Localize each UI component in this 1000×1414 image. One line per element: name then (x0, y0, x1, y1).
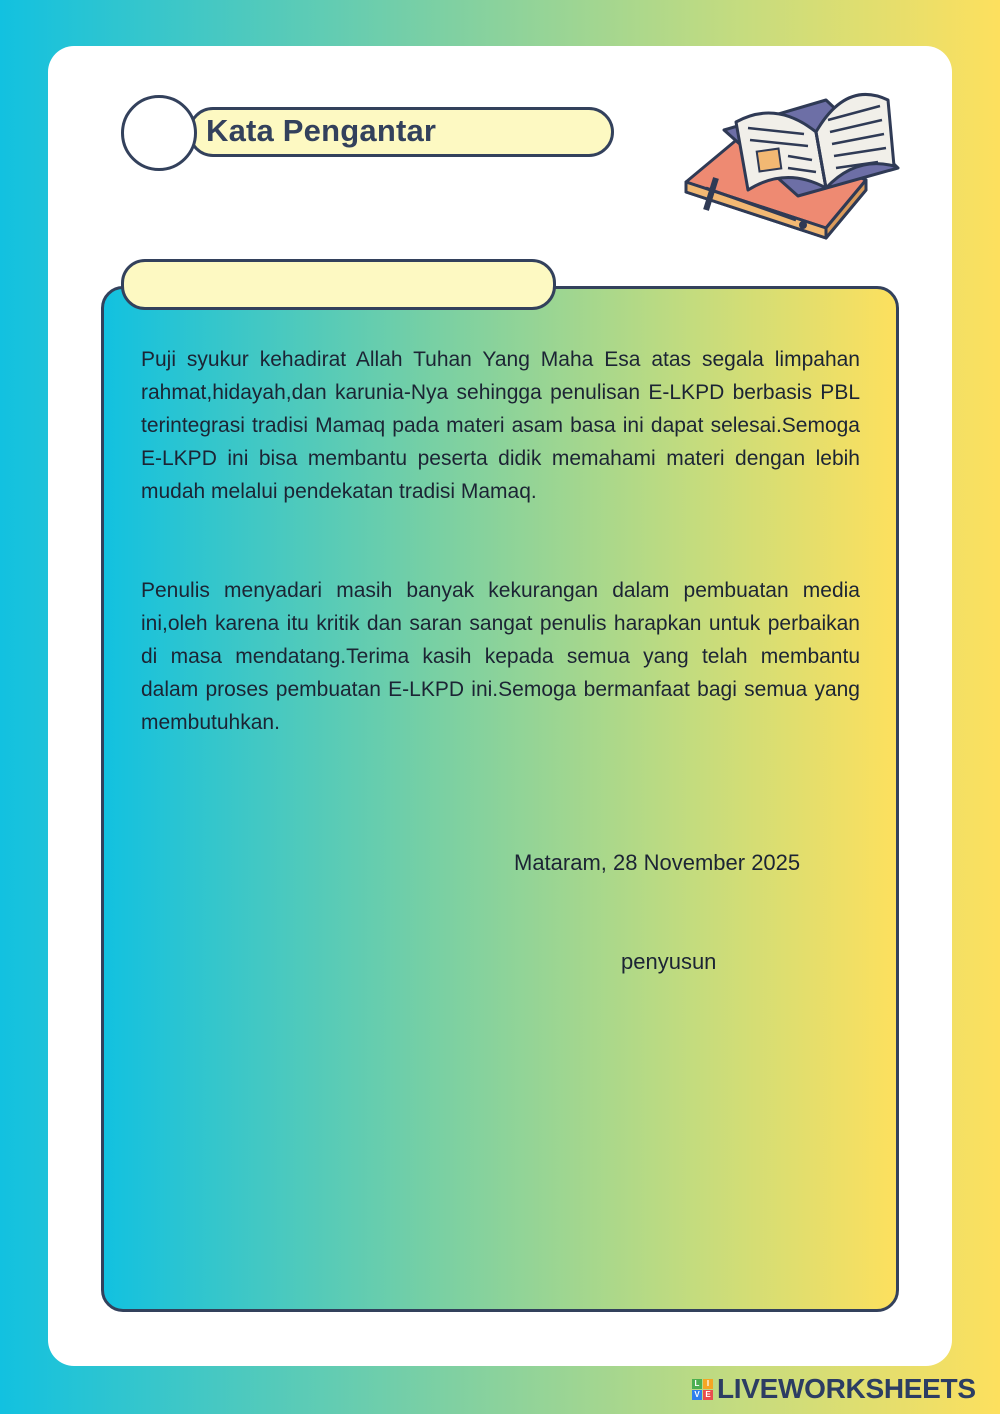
signer-label: penyusun (621, 949, 717, 974)
brand-name: LIVEWORKSHEETS (717, 1373, 976, 1404)
page-title: Kata Pengantar (206, 113, 437, 148)
place-date: Mataram, 28 November 2025 (514, 850, 801, 875)
liveworksheets-brand[interactable] (692, 1374, 976, 1404)
intro-paragraph-1: Puji syukur kehadirat Allah Tuhan Yang Maha Esa atas segala limpahan rahmat,hidayah,dan karunia-Nya sehingga penulisan E-LKPD berbasis PBL terintegrasi tradisi Mamaq pada materi asam basa ini dapat selesai.Semoga E-LKPD ini bisa membantu peserta didik memahami materi dengan lebih mudah melalui pendekatan tradisi Mamaq. (141, 348, 860, 503)
liveworksheets-logo-icon: L I V E (692, 1379, 713, 1400)
books-icon (676, 70, 904, 242)
title-circle-decoration (121, 95, 197, 171)
intro-paragraph-2: Penulis menyadari masih banyak kekurangan dalam pembuatan media ini,oleh karena itu kritik dan saran sangat penulis harapkan untuk perbaikan di masa mendatang.Terima kasih kepada semua yang telah membantu dalam proses pembuatan E-LKPD ini.Semoga bermanfaat bagi semua yang membutuhkan. (141, 579, 860, 734)
content-card-tab (121, 259, 556, 310)
